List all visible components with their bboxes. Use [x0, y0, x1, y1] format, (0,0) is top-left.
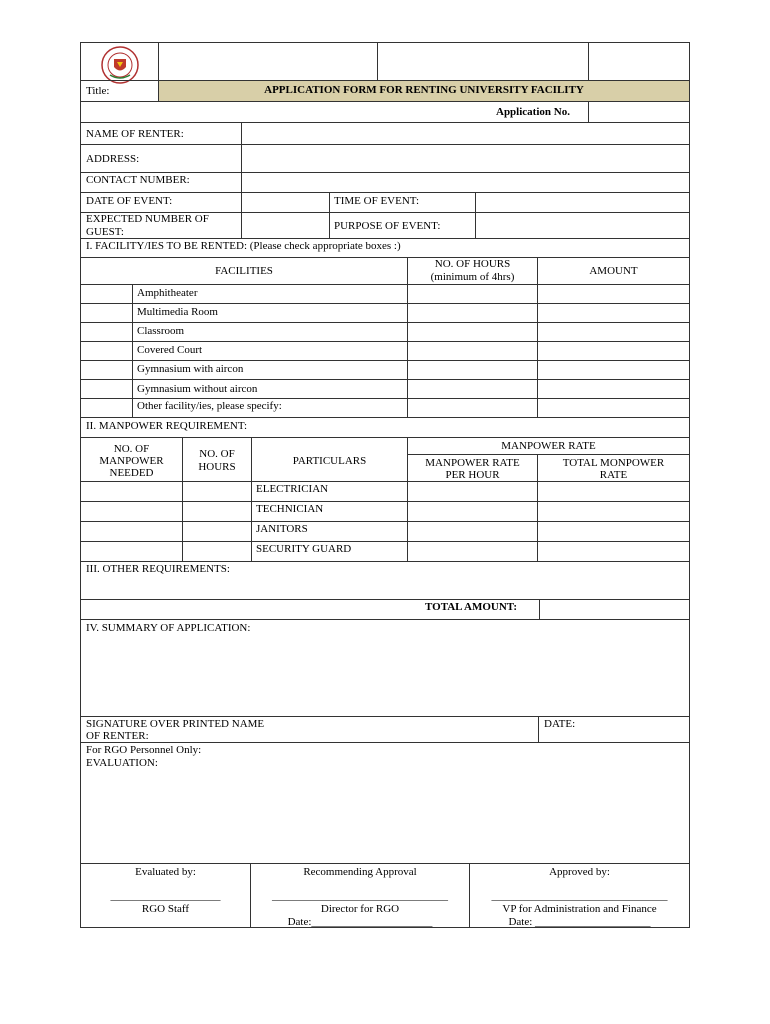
total-rate-field[interactable]: [537, 501, 690, 522]
address-field[interactable]: [241, 144, 690, 173]
form-title: APPLICATION FORM FOR RENTING UNIVERSITY FACILITY: [264, 84, 584, 96]
facilities-col-label: FACILITIES: [215, 265, 273, 277]
manpower-hours-field[interactable]: [182, 521, 252, 542]
manpower-needed-field[interactable]: [80, 501, 183, 522]
facility-item-multimedia-room: Multimedia Room: [137, 306, 218, 318]
guests-label-line1: EXPECTED NUMBER OF: [86, 213, 209, 225]
manpower-item-security-guard: SECURITY GUARD: [256, 543, 352, 555]
header-logo-cell: [80, 42, 159, 81]
total-rate-field[interactable]: [537, 541, 690, 562]
name-label: NAME OF RENTER:: [86, 128, 184, 140]
facility-amount-field[interactable]: [537, 341, 690, 361]
guests-field[interactable]: [241, 212, 330, 239]
manpower-needed-label-line1: NO. OF: [113, 443, 150, 455]
facility-amount-field[interactable]: [537, 379, 690, 399]
rate-per-hour-field[interactable]: [407, 541, 538, 562]
recommending-date: Date:______________________: [287, 916, 433, 928]
manpower-item-technician: TECHNICIAN: [256, 503, 324, 515]
header-box-2: [377, 42, 589, 81]
recommending-signature-line: ________________________________: [272, 890, 448, 902]
rate-per-hour-field[interactable]: [407, 481, 538, 502]
total-amount-field[interactable]: [539, 599, 690, 620]
amount-col-label: AMOUNT: [589, 265, 638, 277]
manpower-rate-label: MANPOWER RATE: [501, 440, 596, 452]
total-amount-label: TOTAL AMOUNT:: [425, 601, 517, 613]
facility-hours-field[interactable]: [407, 379, 538, 399]
facility-item-classroom: Classroom: [137, 325, 185, 337]
facility-item-gym-aircon: Gymnasium with aircon: [137, 363, 244, 375]
other-requirements-title: III. OTHER REQUIREMENTS:: [86, 563, 230, 575]
signature-label-line2: OF RENTER:: [86, 730, 149, 742]
manpower-needed-label-line2: MANPOWER: [99, 455, 164, 467]
evaluated-by-label: Evaluated by:: [135, 866, 196, 878]
facility-hours-field[interactable]: [407, 360, 538, 380]
hours-col-label-line2: (minimum of 4hrs): [430, 271, 515, 283]
evaluation-label: EVALUATION:: [86, 757, 158, 769]
date-field[interactable]: [241, 192, 330, 213]
approved-date: Date: _____________________: [508, 916, 651, 928]
summary-section-title: IV. SUMMARY OF APPLICATION:: [86, 622, 251, 634]
application-no-label: Application No.: [496, 106, 570, 118]
manpower-needed-field[interactable]: [80, 481, 183, 502]
header-box-1: [158, 42, 378, 81]
evaluated-role: RGO Staff: [141, 903, 190, 915]
approved-signature-line: ________________________________: [491, 890, 668, 902]
manpower-needed-field[interactable]: [80, 521, 183, 542]
facility-item-covered-court: Covered Court: [137, 344, 203, 356]
rate-per-hour-field[interactable]: [407, 521, 538, 542]
facility-amount-field[interactable]: [537, 322, 690, 342]
facility-checkbox[interactable]: [80, 322, 133, 342]
total-rate-field[interactable]: [537, 481, 690, 502]
facility-amount-field[interactable]: [537, 360, 690, 380]
contact-field[interactable]: [241, 172, 690, 193]
application-no-field[interactable]: [588, 101, 690, 123]
facility-hours-field[interactable]: [407, 398, 538, 418]
time-field[interactable]: [475, 192, 690, 213]
manpower-item-electrician: ELECTRICIAN: [256, 483, 329, 495]
guests-label-line2: GUEST:: [86, 226, 124, 238]
facility-amount-field[interactable]: [537, 398, 690, 418]
manpower-hours-field[interactable]: [182, 501, 252, 522]
facility-item-other: Other facility/ies, please specify:: [137, 400, 282, 412]
manpower-needed-field[interactable]: [80, 541, 183, 562]
facility-amount-field[interactable]: [537, 303, 690, 323]
manpower-section-title: II. MANPOWER REQUIREMENT:: [86, 420, 248, 432]
contact-label: CONTACT NUMBER:: [86, 174, 190, 186]
manpower-hours-label-line1: NO. OF: [199, 448, 235, 460]
hours-col-label-line1: NO. OF HOURS: [434, 258, 511, 270]
manpower-hours-field[interactable]: [182, 481, 252, 502]
manpower-hours-label-line2: HOURS: [198, 461, 236, 473]
facility-checkbox[interactable]: [80, 398, 133, 418]
signature-label-line1: SIGNATURE OVER PRINTED NAME: [86, 718, 265, 730]
header-box-3: [588, 42, 690, 81]
manpower-hours-field[interactable]: [182, 541, 252, 562]
facility-hours-field[interactable]: [407, 303, 538, 323]
rgo-only-label: For RGO Personnel Only:: [86, 744, 202, 756]
total-rate-label-line1: TOTAL MONPOWER: [562, 457, 665, 469]
facility-item-gym-no-aircon: Gymnasium without aircon: [137, 383, 258, 395]
purpose-field[interactable]: [475, 212, 690, 239]
date-label: DATE OF EVENT:: [86, 195, 173, 207]
approved-role: VP for Administration and Finance: [502, 903, 657, 915]
title-label: Title:: [86, 85, 110, 97]
facility-checkbox[interactable]: [80, 360, 133, 380]
evaluation-field[interactable]: [80, 742, 690, 864]
facility-checkbox[interactable]: [80, 284, 133, 304]
total-rate-field[interactable]: [537, 521, 690, 542]
time-label: TIME OF EVENT:: [334, 195, 419, 207]
manpower-item-janitors: JANITORS: [256, 523, 308, 535]
facility-checkbox[interactable]: [80, 341, 133, 361]
address-label: ADDRESS:: [86, 153, 140, 165]
facility-amount-field[interactable]: [537, 284, 690, 304]
manpower-needed-label-line3: NEEDED: [109, 467, 154, 479]
facility-hours-field[interactable]: [407, 322, 538, 342]
name-field[interactable]: [241, 122, 690, 145]
rate-per-hour-field[interactable]: [407, 501, 538, 522]
facility-checkbox[interactable]: [80, 303, 133, 323]
rate-per-hour-label-line2: PER HOUR: [445, 469, 500, 481]
purpose-label: PURPOSE OF EVENT:: [334, 220, 441, 232]
approved-by-label: Approved by:: [549, 866, 610, 878]
particulars-label: PARTICULARS: [292, 455, 367, 467]
evaluated-signature-line: ____________________: [110, 890, 221, 902]
facilities-section-title: I. FACILITY/IES TO BE RENTED: (Please check appropriate boxes :): [86, 240, 401, 252]
signature-date-label: DATE:: [544, 718, 576, 730]
rate-per-hour-label-line1: MANPOWER RATE: [425, 457, 520, 469]
facility-item-amphitheater: Amphitheater: [137, 287, 198, 299]
recommending-label: Recommending Approval: [303, 866, 417, 878]
facility-hours-field[interactable]: [407, 284, 538, 304]
facility-checkbox[interactable]: [80, 379, 133, 399]
facility-hours-field[interactable]: [407, 341, 538, 361]
recommending-role: Director for RGO: [320, 903, 400, 915]
total-rate-label-line2: RATE: [599, 469, 628, 481]
